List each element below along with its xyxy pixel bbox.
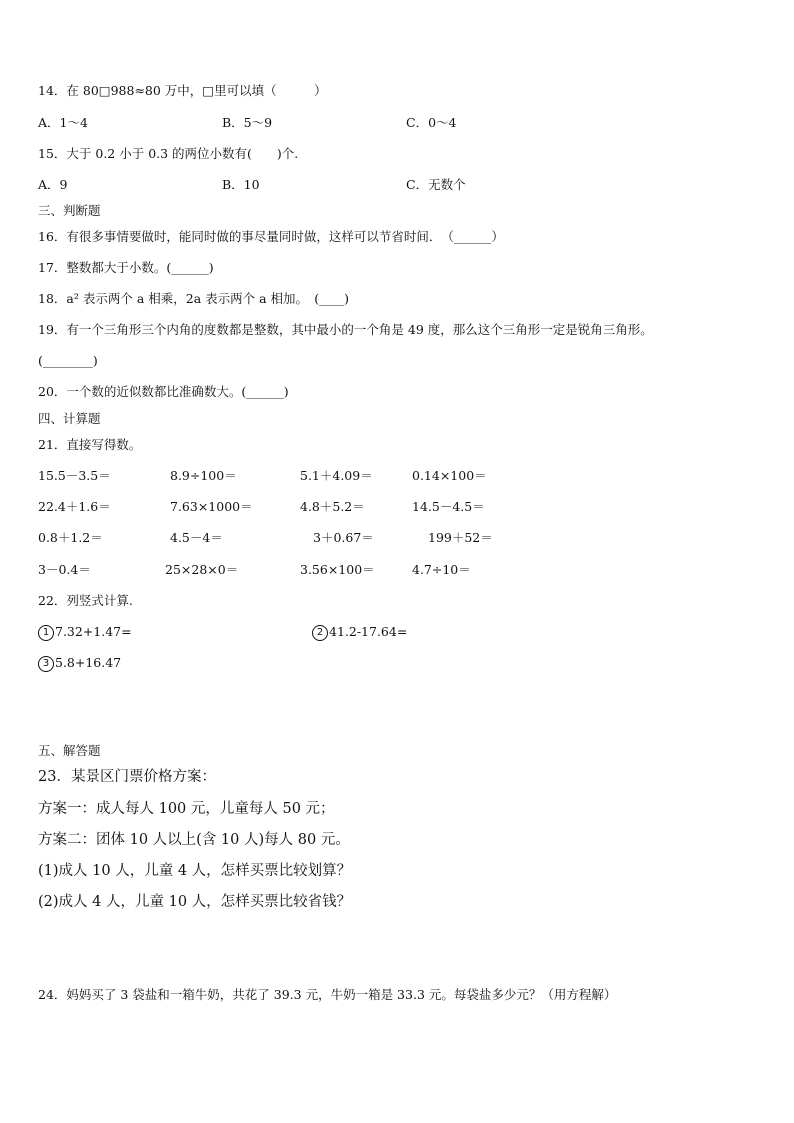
q21-r3-c2: 4.5－4＝ [170,530,223,545]
q16-text: 16．有很多事情要做时，能同时做的事尽量同时做，这样可以节省时间． （______） [38,229,504,244]
q22-item-3-expr: 5.8+16.47 [55,655,122,670]
q21-r1-c2: 8.9÷100＝ [170,468,237,483]
q14-option-a: A．1～4 [38,115,88,130]
section-4-title: 四、计算题 [38,411,101,426]
q19-answer-blank: (________) [38,353,98,368]
q23-plan-1: 方案一：成人每人 100 元，儿童每人 50 元； [38,801,335,817]
q22-item-3 [38,654,121,672]
section-5-title: 五、解答题 [38,743,101,758]
q15-option-c: C．无数个 [406,177,466,192]
section-3-title: 三、判断题 [38,203,101,218]
q21-r4-c3: 3.56×100＝ [300,562,375,577]
q24-text: 24．妈妈买了 3 袋盐和一箱牛奶，共花了 39.3 元，牛奶一箱是 33.3 元。每袋盐多少元？（用方程解） [38,987,617,1002]
q23-plan-2: 方案二：团体 10 人以上(含 10 人)每人 80 元。 [38,832,350,848]
q15-stem: 15．大于 0.2 小于 0.3 的两位小数有( )个. [38,146,299,161]
q21-r2-c3: 4.8＋5.2＝ [300,499,365,514]
q23-sub-question-1: (1)成人 10 人，儿童 4 人，怎样买票比较划算？ [38,863,352,879]
q14-option-b: B．5～9 [222,115,273,130]
q19-text-line1: 19．有一个三角形三个内角的度数都是整数，其中最小的一个角是 49 度，那么这个三角形一定是锐角三角形。 [38,322,653,337]
q21-r2-c1: 22.4＋1.6＝ [38,499,111,514]
q15-option-b: B．10 [222,177,260,192]
q21-r3-c1: 0.8＋1.2＝ [38,530,103,545]
q21-r1-c4: 0.14×100＝ [412,468,487,483]
q22-item-2 [312,623,407,641]
q14-stem: 14．在 80□988≈80 万中，□里可以填（ ） [38,83,327,98]
q22-item-2-expr: 41.2-17.64= [329,624,408,639]
q21-r1-c3: 5.1＋4.09＝ [300,468,373,483]
q21-r1-c1: 15.5－3.5＝ [38,468,111,483]
q21-r3-c4: 199＋52＝ [428,530,493,545]
q20-text: 20．一个数的近似数都比准确数大。(______) [38,384,289,399]
circled-number-2: 2 [312,625,328,641]
q18-text: 18．a² 表示两个 a 相乘，2a 表示两个 a 相加。 (____) [38,291,350,306]
q22-item-1 [38,623,132,641]
circled-number-3: 3 [38,656,54,672]
q21-r4-c1: 3－0.4＝ [38,562,91,577]
q21-r4-c4: 4.7÷10＝ [412,562,471,577]
q21-r4-c2: 25×28×0＝ [165,562,239,577]
q23-sub-question-2: (2)成人 4 人，儿童 10 人，怎样买票比较省钱？ [38,894,352,910]
q17-text: 17．整数都大于小数。(______) [38,260,214,275]
q21-r2-c2: 7.63×1000＝ [170,499,253,514]
circled-number-1: 1 [38,625,54,641]
q23-stem: 23．某景区门票价格方案： [38,769,216,785]
q21-stem: 21．直接写得数。 [38,437,142,452]
q22-stem: 22．列竖式计算. [38,593,133,608]
q21-r3-c3: 3＋0.67＝ [313,530,374,545]
q22-item-1-expr: 7.32+1.47= [55,624,132,639]
q15-option-a: A．9 [38,177,68,192]
q14-option-c: C．0～4 [406,115,457,130]
q21-r2-c4: 14.5－4.5＝ [412,499,485,514]
